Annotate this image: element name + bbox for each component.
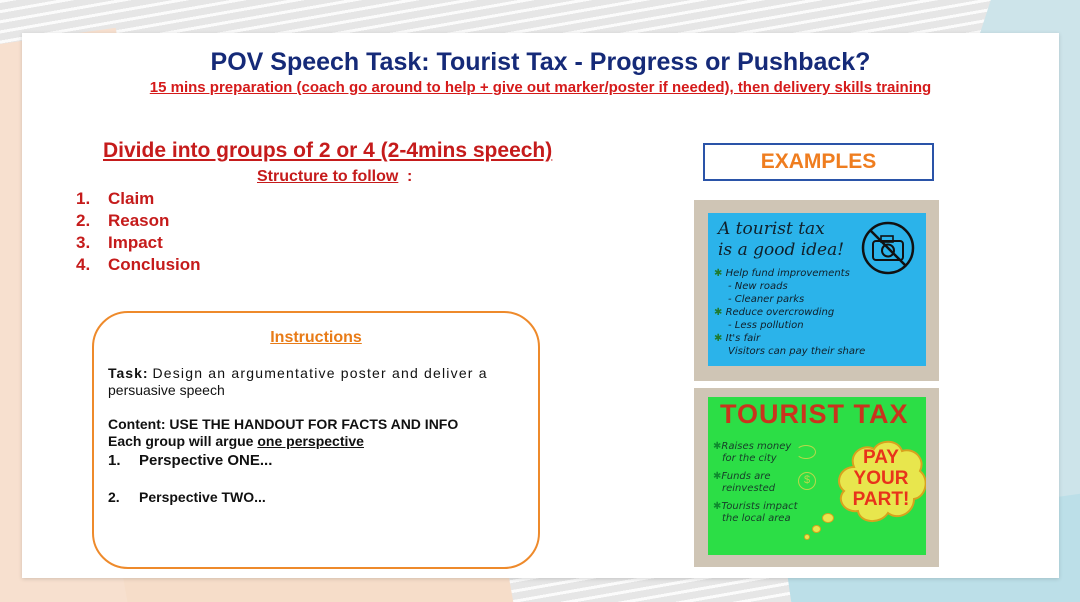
poster-1-item: - Cleaner parks: [728, 294, 805, 305]
step-label: Reason: [108, 211, 170, 230]
structure-label: Structure to follow: [257, 168, 399, 185]
task-line: [108, 365, 533, 382]
poster-2-item: reinvested: [722, 483, 776, 494]
instructions-body: [108, 365, 533, 506]
perspective-one: [108, 452, 533, 469]
step-label: Conclusion: [108, 255, 201, 274]
task-text-cont: persuasive speech: [108, 382, 225, 398]
poster-1-title-line-1: A tourist tax: [718, 219, 825, 239]
perspective-label: Perspective TWO...: [139, 489, 266, 505]
each-group-line: [108, 433, 533, 450]
swirl-arrow-icon: [796, 445, 816, 459]
structure-colon: :: [407, 168, 413, 185]
poster-1-item: ✱ It's fair: [714, 333, 761, 344]
poster-2-points: [713, 441, 798, 525]
instructions-title: Instructions: [270, 329, 362, 346]
each-group-prefix: Each group will argue: [108, 433, 258, 449]
poster-1-title: [718, 219, 844, 261]
poster-2-item: ✱Raises money: [713, 441, 792, 452]
perspective-two: [108, 489, 533, 506]
structure-steps: [76, 188, 201, 276]
example-poster-1: [708, 213, 926, 366]
poster-1-item: ✱ Help fund improvements: [714, 268, 850, 279]
poster-1-item: - Less pollution: [728, 320, 804, 331]
poster-1-points: [714, 267, 865, 358]
cloud-line-3: PART!: [852, 489, 910, 510]
example-poster-photo-2: [694, 388, 939, 567]
slide-title: POV Speech Task: Tourist Tax - Progress or Pushback?: [210, 48, 871, 76]
perspective-number: 2.: [108, 489, 120, 505]
cloud-slogan: [834, 447, 926, 510]
task-label: Task:: [108, 365, 149, 381]
cloud-line-1: PAY: [863, 447, 899, 468]
perspective-label: Perspective ONE...: [139, 452, 273, 469]
perspective-number: 1.: [108, 452, 121, 469]
content-line: Content: USE THE HANDOUT FOR FACTS AND INFO: [108, 416, 459, 432]
step-label: Impact: [108, 233, 163, 252]
poster-2-item: for the city: [722, 453, 777, 464]
poster-1-item: ✱ Reduce overcrowding: [714, 307, 835, 318]
step-number: 2.: [76, 211, 91, 230]
step-impact: [76, 232, 201, 254]
groups-heading: Divide into groups of 2 or 4 (2-4mins speech): [103, 139, 553, 162]
poster-2-item: ✱Tourists impact: [713, 501, 798, 512]
example-poster-2: [708, 397, 926, 555]
step-conclusion: [76, 254, 201, 276]
step-number: 4.: [76, 255, 91, 274]
step-label: Claim: [108, 189, 155, 208]
poster-1-title-line-2: is a good idea!: [718, 240, 845, 260]
thought-bubble-dot: [812, 525, 821, 533]
no-camera-icon: [859, 219, 917, 277]
step-number: 3.: [76, 233, 91, 252]
step-number: 1.: [76, 189, 91, 208]
cloud-line-2: YOUR: [853, 468, 909, 489]
thought-bubble-dot: [822, 513, 834, 523]
poster-2-item: the local area: [722, 513, 791, 524]
slide-subtitle: 15 mins preparation (coach go around to help + give out marker/poster if needed), then delivery skills training: [149, 79, 932, 96]
poster-2-item: ✱Funds are: [713, 471, 771, 482]
step-reason: [76, 210, 201, 232]
task-text: Design an argumentative poster and deliver a: [152, 365, 488, 381]
example-poster-photo-1: [694, 200, 939, 381]
coin-icon: $: [798, 472, 816, 490]
thought-bubble-dot: [804, 534, 810, 540]
poster-2-title: TOURIST TAX: [720, 399, 909, 429]
slide: [22, 33, 1059, 578]
poster-1-item: - New roads: [728, 281, 788, 292]
step-claim: [76, 188, 201, 210]
examples-label: EXAMPLES: [703, 143, 934, 181]
instructions-box: [92, 311, 540, 569]
each-group-underlined: one perspective: [257, 433, 364, 449]
poster-1-item: Visitors can pay their share: [728, 346, 866, 357]
